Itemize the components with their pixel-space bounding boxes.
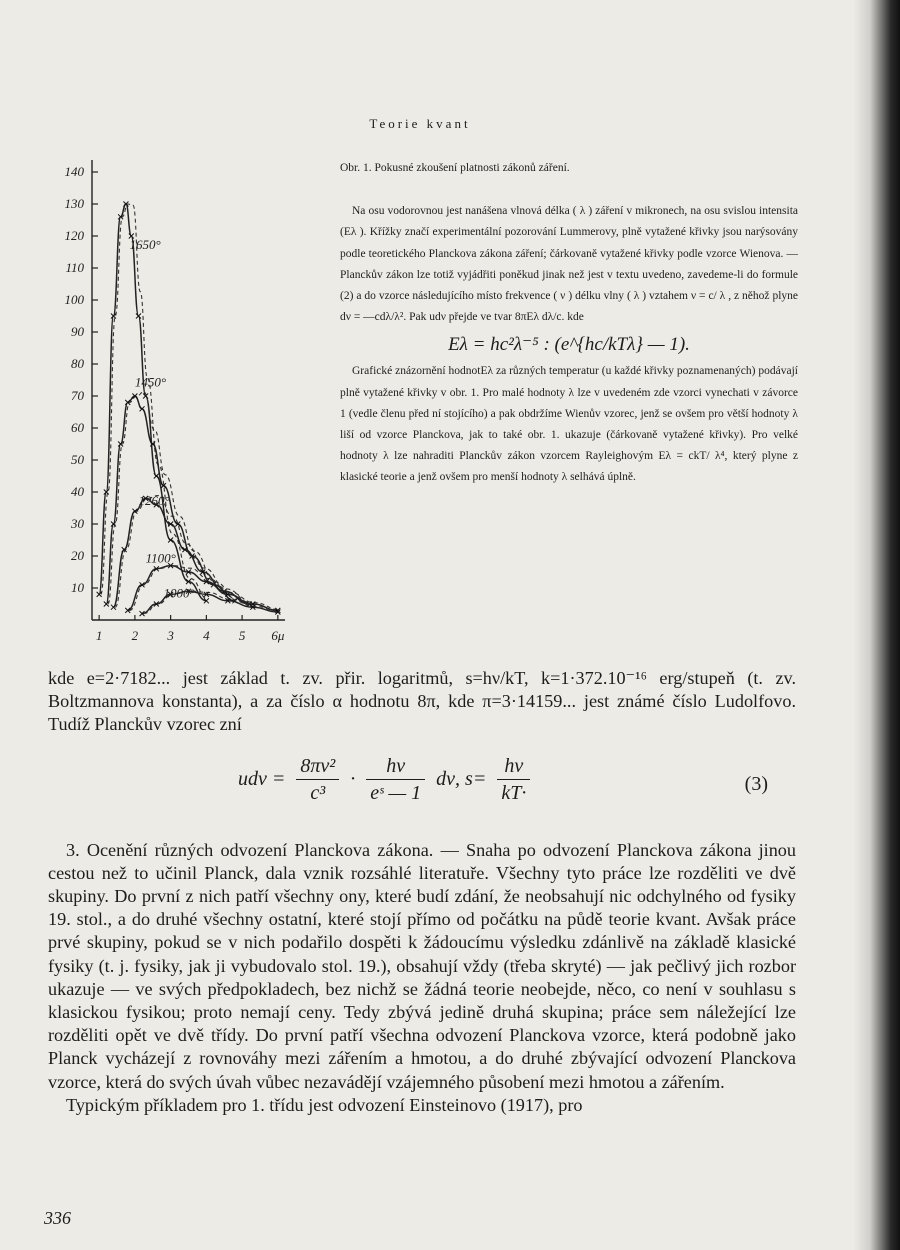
eq-f3-numerator: hν (497, 753, 530, 780)
wien-curve-1 (108, 392, 237, 604)
curve-label-4: 1000° (163, 585, 195, 601)
x-tick-label-6μ: 6μ (271, 628, 285, 643)
observation-marker (104, 602, 109, 607)
planck-equation-3 (48, 747, 796, 827)
y-tick-label-20: 20 (71, 548, 84, 563)
y-tick-label-120: 120 (64, 228, 84, 243)
eq-dot: · (350, 767, 356, 790)
figure-note-paragraph-2: Grafické znázornění hodnotEλ za různých temperatur (u každé křivky poznamenaných) podávají plně vytažené křivky v obr. 1. Pro malé hodnoty λ lze v uvedeném zde vzorci vynechati v závorce 1 (vedle členu před ní stojícího) a pak obdržíme Wienův vzorec, jenž se ovšem pro větší hodnoty λ liší od vzorce Planckova, jak to také obr. 1. ukazuje (čárkovaně vytažené křivky). Pro velké hodnoty λ lze nahraditi Planckův zákon vzorcem Rayleighovým Eλ = ckT/ λ⁴, který plyne z klasické teorie a jenž ovšem pro menší hodnoty λ selhává úplně. (340, 365, 798, 484)
observation-marker (140, 406, 145, 411)
eq-mid: dν, s= (436, 767, 487, 790)
eq-f1-numerator: 8πν² (296, 753, 339, 780)
observation-marker (104, 490, 109, 495)
planck-radiation-figure (30, 150, 330, 645)
observation-marker (111, 605, 116, 610)
y-tick-label-100: 100 (64, 292, 84, 307)
y-tick-label-110: 110 (65, 260, 84, 275)
x-tick-label-2: 2 (131, 628, 139, 643)
curve-label-2: 1260° (138, 492, 170, 508)
x-tick-label-4: 4 (203, 628, 210, 643)
y-tick-label-50: 50 (71, 452, 84, 467)
observation-marker (97, 592, 102, 597)
eq-f2-numerator: hν (366, 753, 425, 780)
eq-fraction-2 (366, 753, 425, 806)
y-tick-label-140: 140 (64, 164, 84, 179)
eq-fraction-1 (296, 753, 339, 806)
x-tick-label-3: 3 (167, 628, 174, 643)
chart-svg (30, 150, 330, 645)
y-tick-label-130: 130 (64, 196, 84, 211)
planck-curve-0 (99, 204, 206, 601)
figure-caption: Obr. 1. Pokusné zkoušení platnosti zákonů záření. (340, 162, 570, 174)
x-tick-label-5: 5 (238, 628, 246, 643)
y-tick-label-10: 10 (71, 580, 84, 595)
page-binding-shadow (854, 0, 900, 1250)
y-tick-label-40: 40 (71, 484, 84, 499)
main-paragraph-1: kde e=2·7182... jest základ t. zv. přir. logaritmů, s=hν/kT, k=1·372.10⁻¹⁶ erg/stupeň (t. zv. Boltzmannova konstanta), a za číslo α hodnotu 8π, kde π=3·14159... jest známé číslo Ludolfovo. Tudíž Planckův vzorec zní (48, 668, 796, 735)
main-paragraph-3: Typickým příkladem pro 1. třídu jest odvození Einsteinovo (1917), pro (66, 1094, 583, 1115)
main-text (48, 667, 796, 1117)
curve-label-1: 1450° (134, 374, 167, 390)
observation-marker (136, 314, 141, 319)
observation-marker (154, 474, 159, 479)
eq-fraction-3 (497, 753, 530, 806)
figure-note-paragraph-1: Na osu vodorovnou jest nanášena vlnová délka ( λ ) záření v mikronech, na osu svislou intensita (Eλ ). Křížky značí experimentální pozorování Lummerovy, plně vytažené křivky jsou narýsovány podle teoretického Planckova zákona záření; čárkovaně vytažené křivky podle vzorce Wienova. — Planckův zákon lze totiž vyjádřiti poněkud jinak než jest v textu uvedeno, zavedeme-li do formule (2) a do vzorce následujícího místo frekvence ( ν ) délku vlny ( λ ) vztahem ν = c/ λ , z něhož plyne dν = —cdλ/λ². Pak udν přejde ve tvar 8πEλ dλ/c. kde (340, 205, 798, 324)
curve-label-3: 1100° (145, 550, 176, 566)
eq-left: udν = (238, 767, 286, 790)
eq-f3-denominator: kT· (501, 781, 527, 804)
main-paragraph-2: 3. Ocenění různých odvození Planckova zákona. — Snaha po odvození Planckova zákona jinou cestou než to učinil Planck, dala vznik rozsáhlé literatuře. Všechny tyto práce lze rozděliti ve dvě skupiny. Do první z nich patří všechny ony, které budí zdání, že neobsahují nic odchylného od fysiky 19. stol., a do druhé všechny ostatní, které stojí přímo od počátku na půdě teorie kvant. Avšak práce prvé skupiny, pokud se v nich podařilo dospěti k žádoucímu výsledku zdánlivě na základě klasické fysiky (t. j. fysiky, jak ji vybudovalo stol. 19.), obsahují vždy (třeba skryté) — jak pečlivý jich rozbor ukazuje — ve svých předpokladech, bez nichž se žádná teorie neobejde, něco, co není v souhlasu s klasickou fysikou; proto nemají ceny. Tedy zbývá jedině druhá skupina; práce sem náležející lze rozděliti opět ve dvě třídy. Do první patří všechna odvození Planckova vzorce, která podobně jako Planck vycházejí z rovnováhy mezi zářením a hmotou, a do druhé zbývající odvození Planckova vzorce, která do svých úvah vůbec nezavádějí vzájemného působení mezi hmotou a zářením. (48, 839, 796, 1092)
curve-label-0: 1650° (129, 236, 161, 252)
observation-marker (111, 314, 116, 319)
eq-f1-denominator: c³ (310, 781, 326, 804)
y-tick-label-80: 80 (71, 356, 84, 371)
figure-note-formula: Eλ = hc²λ⁻⁵ : (e^{hc/kTλ} — 1). (448, 334, 690, 356)
equation-row (232, 753, 530, 806)
eq-f2-denominator: eˢ — 1 (370, 781, 422, 804)
figure-explanation (340, 158, 798, 489)
y-tick-label-60: 60 (71, 420, 84, 435)
equation-number: (3) (744, 772, 768, 795)
x-tick-label-1: 1 (95, 628, 103, 643)
y-tick-label-90: 90 (71, 324, 84, 339)
running-head: Teorie kvant (369, 116, 471, 131)
y-tick-label-30: 30 (71, 516, 84, 531)
page-number: 336 (44, 1208, 71, 1228)
y-tick-label-70: 70 (71, 388, 84, 403)
